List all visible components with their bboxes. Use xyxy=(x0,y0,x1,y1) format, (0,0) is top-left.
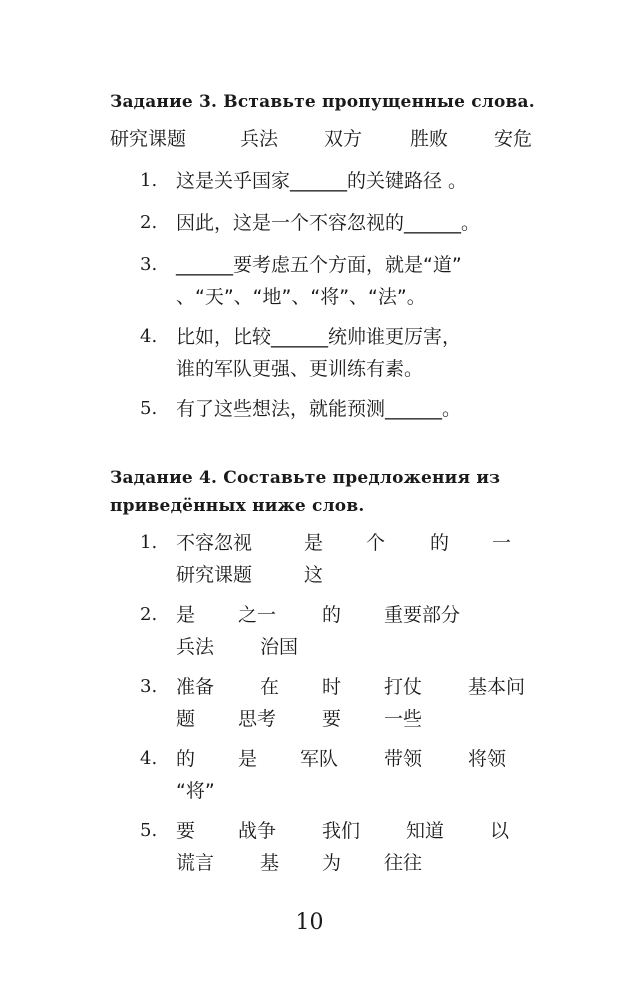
word-token: 一些 xyxy=(384,708,423,730)
item-number: 1. xyxy=(140,532,158,553)
item-number: 2. xyxy=(140,212,158,233)
item-text: 比如，比较______统帅谁更厉害， xyxy=(176,326,462,348)
word-token: 思考 xyxy=(238,708,277,730)
word-token: 要 xyxy=(322,708,342,730)
word-token: 为 xyxy=(322,852,342,874)
word-token: 将领 xyxy=(468,748,507,770)
word-bank-item: 兵法 xyxy=(240,128,279,150)
word-token: 谎言 xyxy=(176,852,215,874)
item-text: ______要考虑五个方面，就是“道” xyxy=(176,254,462,276)
word-token: 兵法 xyxy=(176,636,215,658)
word-token: 军队 xyxy=(300,748,339,770)
item-number: 5. xyxy=(140,398,158,419)
item-text: 谁的军队更强、更训练有素。 xyxy=(176,358,424,380)
page-number: 10 xyxy=(295,910,324,935)
item-number: 1. xyxy=(140,170,158,191)
word-token: 知道 xyxy=(406,820,445,842)
word-token: 是 xyxy=(176,604,196,626)
task4-title: Задание 4. Составьте предложения из приведённых ниже слов. xyxy=(110,468,501,516)
word-token: 打仗 xyxy=(384,676,423,698)
word-token: 基 xyxy=(260,852,280,874)
word-token: “将” xyxy=(176,780,215,802)
task3-title: Задание 3. Вставьте пропущенные слова. xyxy=(110,92,535,112)
item-number: 4. xyxy=(140,326,158,347)
word-bank-item: 安危 xyxy=(494,128,533,150)
item-number: 2. xyxy=(140,604,158,625)
word-token: 研究课题 xyxy=(176,564,253,586)
word-token: 准备 xyxy=(176,676,215,698)
word-token: 基本问 xyxy=(468,676,526,698)
word-token: 带领 xyxy=(384,748,423,770)
word-token: 不容忽视 xyxy=(176,532,253,554)
item-text: 这是关乎国家______的关键路径 。 xyxy=(176,170,468,192)
word-token: 我们 xyxy=(322,820,361,842)
word-token: 的 xyxy=(322,604,342,626)
word-token: 题 xyxy=(176,708,196,730)
word-token: 要 xyxy=(176,820,196,842)
item-text: 、“天”、“地”、“将”、“法”。 xyxy=(176,286,426,308)
word-token: 在 xyxy=(260,676,280,698)
word-token: 重要部分 xyxy=(384,604,461,626)
word-token: 往往 xyxy=(384,852,423,874)
word-token: 以 xyxy=(490,820,510,842)
word-token: 这 xyxy=(304,564,324,586)
word-token: 是 xyxy=(304,532,324,554)
item-number: 3. xyxy=(140,254,158,275)
word-token: 一 xyxy=(492,532,512,554)
word-token: 是 xyxy=(238,748,258,770)
item-number: 3. xyxy=(140,676,158,697)
word-token: 治国 xyxy=(260,636,299,658)
word-token: 战争 xyxy=(238,820,277,842)
word-bank-item: 双方 xyxy=(324,128,363,150)
word-token: 时 xyxy=(322,676,342,698)
word-token: 个 xyxy=(366,532,386,554)
word-token: 的 xyxy=(176,748,196,770)
word-token: 的 xyxy=(430,532,450,554)
word-token: 之一 xyxy=(238,604,277,626)
item-text: 因此，这是一个不容忽视的______。 xyxy=(176,212,481,234)
word-bank-item: 胜败 xyxy=(410,128,449,150)
item-number: 4. xyxy=(140,748,158,769)
item-number: 5. xyxy=(140,820,158,841)
item-text: 有了这些想法，就能预测______。 xyxy=(176,398,462,420)
word-bank-item: 研究课题 xyxy=(110,128,187,150)
